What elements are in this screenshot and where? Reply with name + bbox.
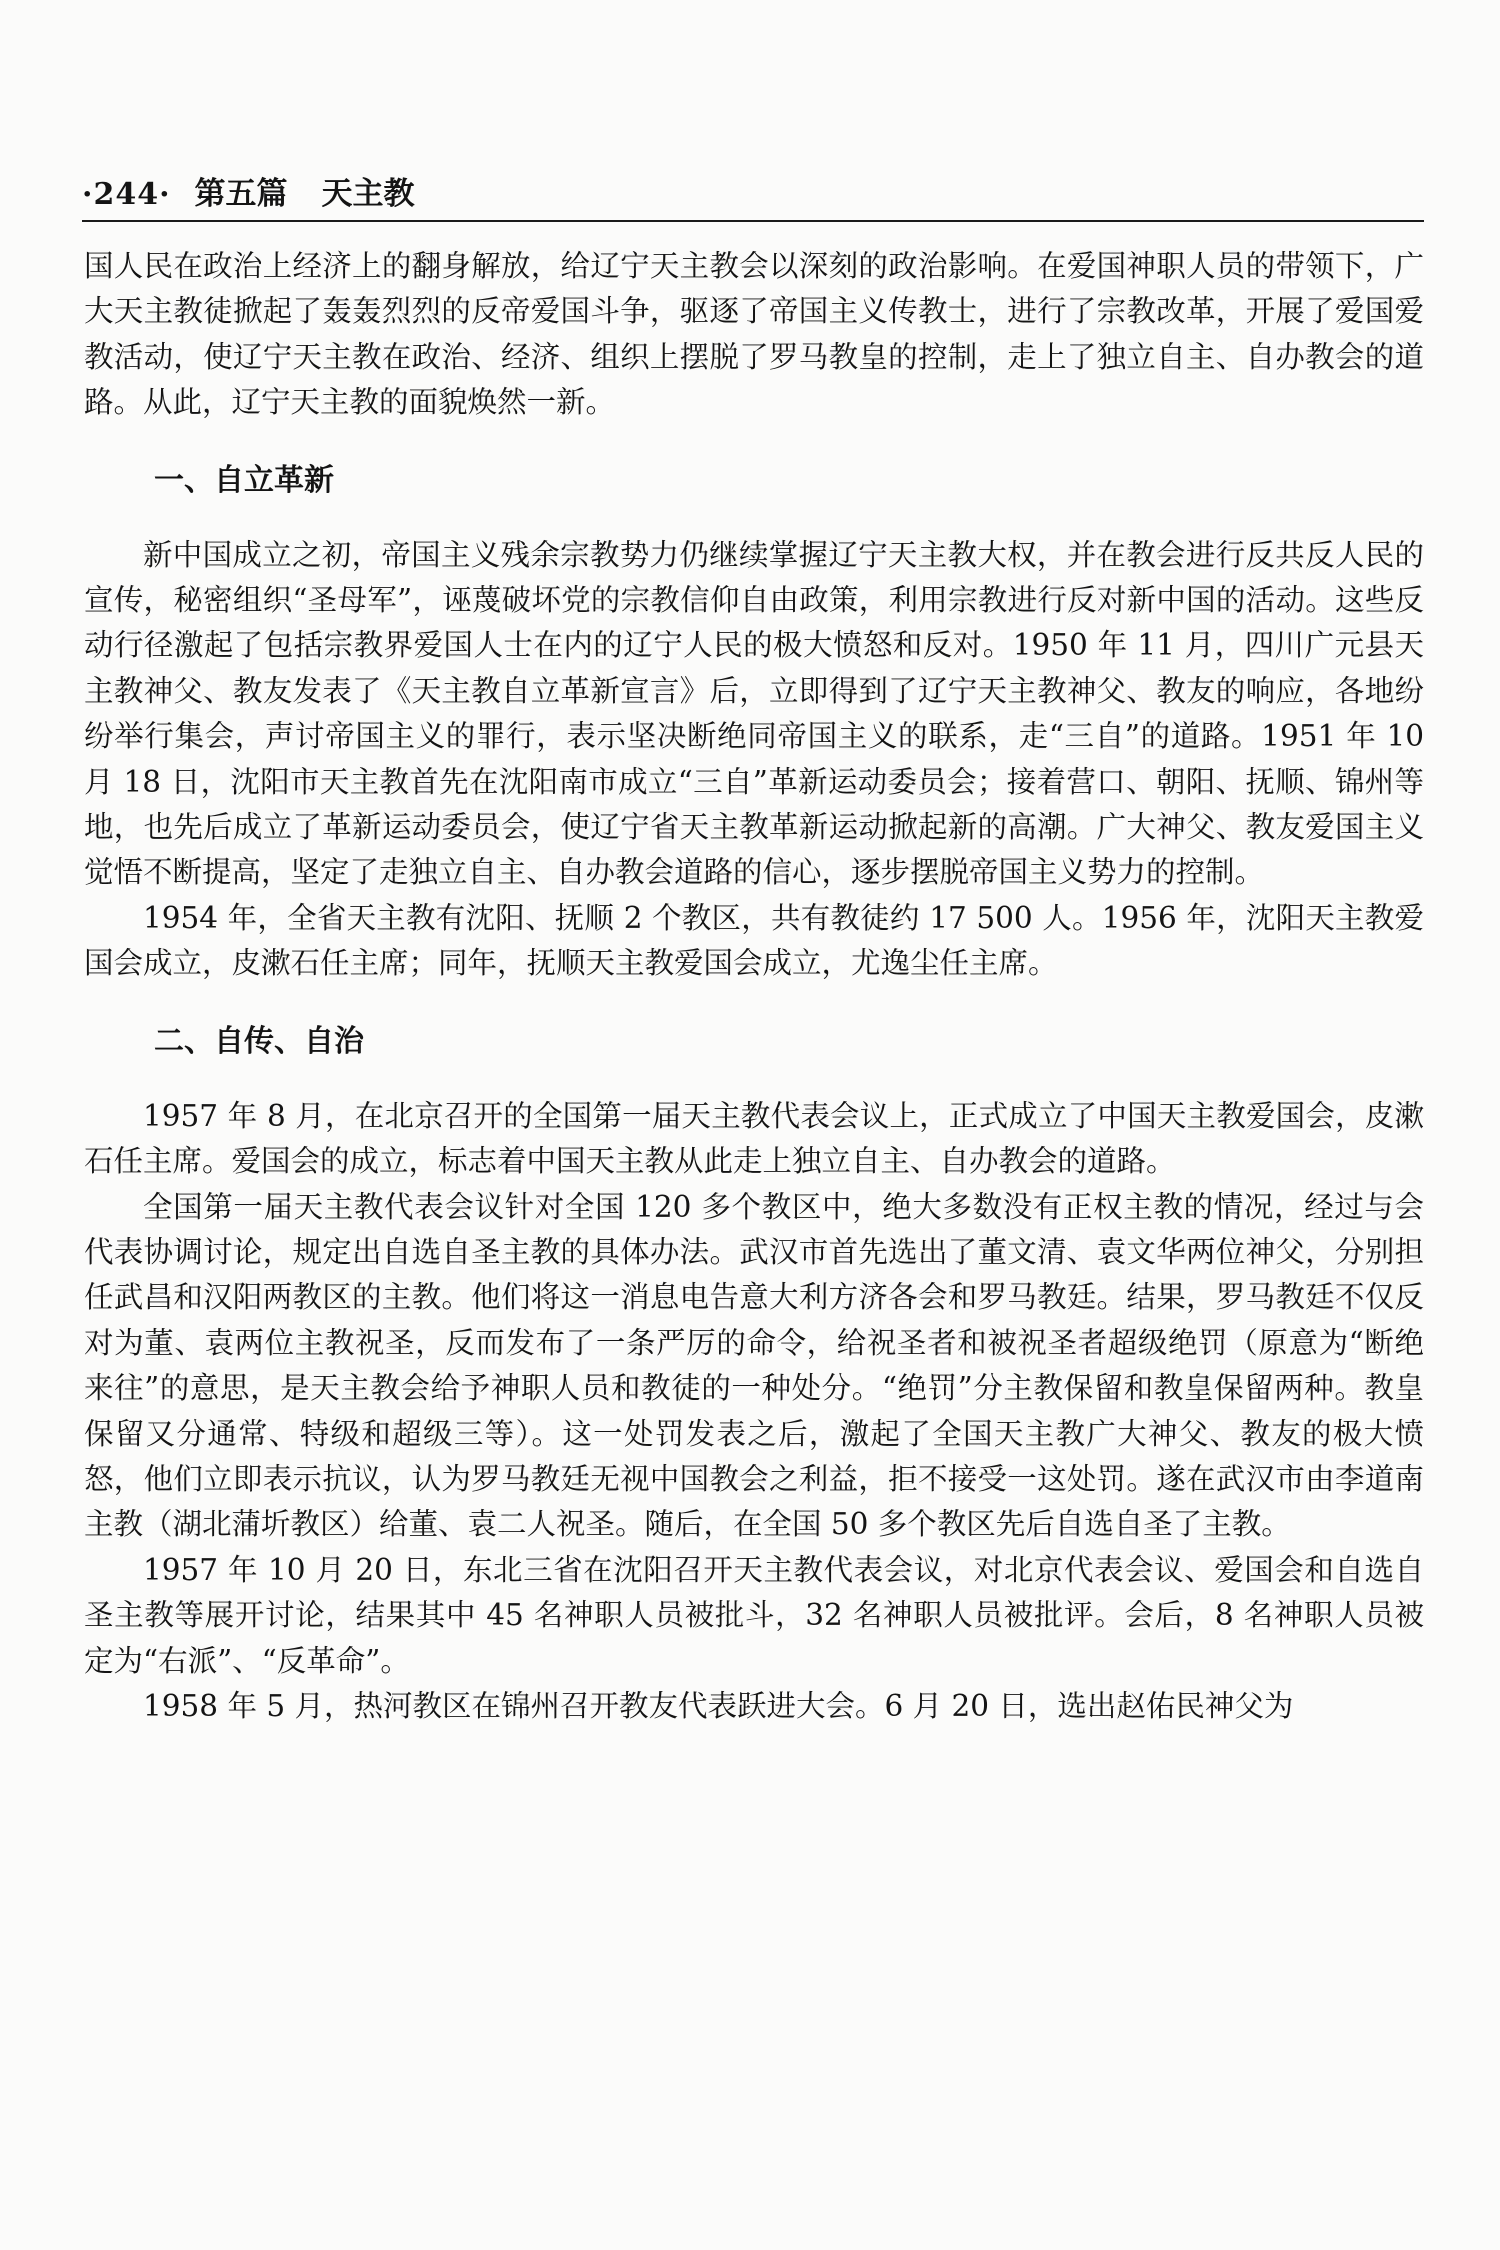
paragraph-4: 全国第一届天主教代表会议针对全国 120 多个教区中，绝大多数没有正权主教的情况，经过与会代表协调讨论，规定出自选自圣主教的具体办法。武汉市首先选出了董文清、袁文华两位神父，分别担任武昌和汉阳两教区的主教。他们将这一消息电告意大利方济各会和罗马教廷。结果，罗马教廷不仅反对为董、袁两位主教祝圣，反而发布了一条严厉的命令，给祝圣者和被祝圣者超级绝罚（原意为“断绝来往”的意思，是天主教会给予神职人员和教徒的一种处分。“绝罚”分主教保留和教皇保留两种。教皇保留又分通常、特级和超级三等）。这一处罚发表之后，激起了全国天主教广大神父、教友的极大愤怒，他们立即表示抗议，认为罗马教廷无视中国教会之利益，拒不接受一这处罚。遂在武汉市由李道南主教（湖北蒲圻教区）给董、袁二人祝圣。随后，在全国 50 多个教区先后自选自圣了主教。 <box>84 1189 1424 1542</box>
paragraph-5: 1957 年 10 月 20 日，东北三省在沈阳召开天主教代表会议，对北京代表会议、爱国会和自选自圣主教等展开讨论，结果其中 45 名神职人员被批斗，32 名神职人员被批评。会后，8 名神职人员被定为“右派”、“反革命”。 <box>84 1552 1424 1678</box>
running-header <box>82 168 1424 214</box>
paragraph-continued: 国人民在政治上经济上的翻身解放，给辽宁天主教会以深刻的政治影响。在爱国神职人员的带领下，广大天主教徒掀起了轰轰烈烈的反帝爱国斗争，驱逐了帝国主义传教士，进行了宗教改革，开展了爱国爱教活动，使辽宁天主教在政治、经济、组织上摆脱了罗马教皇的控制，走上了独立自主、自办教会的道路。从此，辽宁天主教的面貌焕然一新。 <box>84 249 1424 420</box>
part-label: 第五篇 <box>194 176 288 212</box>
section-heading-1: 一、自立革新 <box>154 462 334 498</box>
chapter-title: 天主教 <box>321 176 415 212</box>
paragraph-6: 1958 年 5 月，热河教区在锦州召开教友代表跃进大会。6 月 20 日，选出赵佑民神父为 <box>143 1688 1294 1723</box>
page-number: ·244· <box>82 177 171 212</box>
header-rule <box>82 220 1424 222</box>
paragraph-1: 新中国成立之初，帝国主义残余宗教势力仍继续掌握辽宁天主教大权，并在教会进行反共反人民的宣传，秘密组织“圣母军”，诬蔑破坏党的宗教信仰自由政策，利用宗教进行反对新中国的活动。这些反动行径激起了包括宗教界爱国人士在内的辽宁人民的极大愤怒和反对。1950 年 11 月，四川广元县天主教神父、教友发表了《天主教自立革新宣言》后，立即得到了辽宁天主教神父、教友的响应，各地纷纷举行集会，声讨帝国主义的罪行，表示坚决断绝同帝国主义的联系，走“三自”的道路。1951 年 10 月 18 日，沈阳市天主教首先在沈阳南市成立“三自”革新运动委员会；接着营口、朝阳、抚顺、锦州等地，也先后成立了革新运动委员会，使辽宁省天主教革新运动掀起新的高潮。广大神父、教友爱国主义觉悟不断提高，坚定了走独立自主、自办教会道路的信心，逐步摆脱帝国主义势力的控制。 <box>84 537 1424 890</box>
paragraph-2: 1954 年，全省天主教有沈阳、抚顺 2 个教区，共有教徒约 17 500 人。1956 年，沈阳天主教爱国会成立，皮漱石任主席；同年，抚顺天主教爱国会成立，尤逸尘任主席。 <box>84 900 1424 981</box>
section-heading-2: 二、自传、自治 <box>154 1023 364 1059</box>
paragraph-3: 1957 年 8 月，在北京召开的全国第一届天主教代表会议上，正式成立了中国天主教爱国会，皮漱石任主席。爱国会的成立，标志着中国天主教从此走上独立自主、自办教会的道路。 <box>84 1098 1424 1179</box>
body-text <box>84 244 1424 1729</box>
